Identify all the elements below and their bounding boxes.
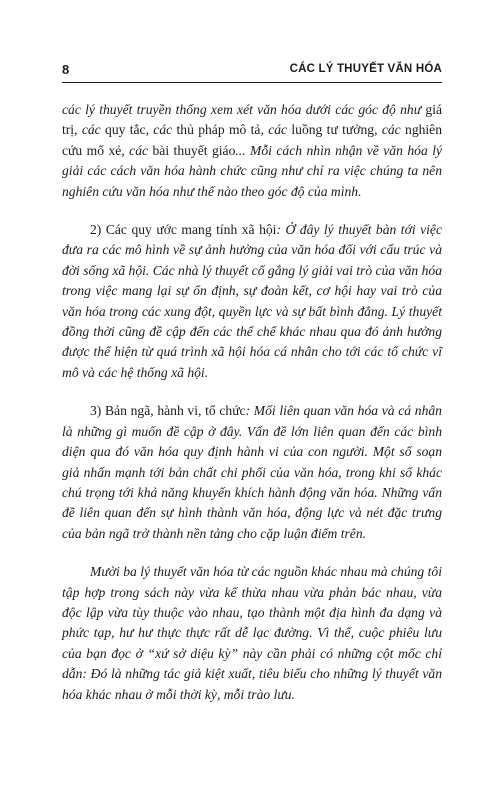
emphasized-term: thủ pháp mô tả (176, 122, 261, 138)
text-run: các lý thuyết truyền thống xem xét văn hóa dưới các góc độ như (62, 102, 426, 117)
emphasized-term: 2) Các quy ước mang tính xã hội (90, 222, 277, 238)
paragraph-thirteen-theories (62, 562, 442, 705)
paragraph-social-conventions (62, 220, 442, 383)
text-run: ... Mỗi cách nhìn nhận về văn hóa lý giải các cách văn hóa hành chức cũng như chỉ ra việc chúng ta nên nghiên cứu văn hóa như thế nào theo góc độ của mình. (62, 142, 443, 199)
emphasized-term: 3) Bản ngã, hành vi, tổ chức (90, 403, 246, 419)
text-run: : Mối liên quan văn hóa và cá nhân là những gì muốn đề cập ở đây. Vấn đề lớn liên quan đến các bình diện qua đó văn hóa quy định hành vi của con người. Một số soạn giả nhấn mạnh tới bản chất chi phối của văn hóa, trong khi số khác chú trọng tới khả năng khuyến khích hành động văn hóa. Những vấn đề liên quan đến sự hình thành văn hóa, động lực và nét đặc trưng của bản ngã trở thành nền tảng cho cặp luận điểm trên. (62, 403, 442, 541)
text-run: , các (260, 122, 292, 138)
emphasized-term: giá trị (62, 102, 442, 138)
paragraph-self-behavior-organization (62, 401, 442, 544)
emphasized-term: nghiên cứu mổ xẻ (62, 122, 443, 158)
text-run: , các (374, 122, 406, 138)
text-run: , các (74, 122, 106, 138)
emphasized-term: bài thuyết giáo (152, 142, 236, 158)
text-run: , các (121, 142, 153, 158)
running-title: CÁC LÝ THUYẾT VĂN HÓA (289, 63, 442, 75)
page-header (62, 60, 442, 83)
text-run: , các (145, 122, 177, 138)
emphasized-term: quy tắc (105, 122, 146, 138)
body-text (62, 100, 442, 705)
paragraph-continuation (62, 100, 442, 202)
page-number: 8 (62, 62, 70, 77)
text-run: Mười ba lý thuyết văn hóa từ các nguồn khác nhau mà chúng tôi tập hợp trong sách này vừa kế thừa nhau vừa phản bác nhau, vừa độc lập vừa tùy thuộc vào nhau, tạo thành một địa hình đa dạng và phức tạp, hư hư thực thực rất dễ lạc đường. Vì thế, cuộc phiêu lưu của bạn đọc ở “xứ sở diệu kỳ” này cần phải có những cột mốc chỉ dẫn: Đó là những tác giả kiệt xuất, tiêu biểu cho những lý thuyết văn hóa khác nhau ở mỗi thời kỳ, mỗi trào lưu. (62, 564, 442, 702)
emphasized-term: luồng tư tưởng (291, 122, 375, 138)
text-run: : Ở đây lý thuyết bàn tới việc đưa ra các mô hình về sự ảnh hưởng của văn hóa đối với cấu trúc và đời sống xã hội. Các nhà lý thuyết cố gắng lý giải vai trò của văn hóa trong việc mang lại sự ổn định, sự đoàn kết, cơ hội hay vai trò của văn hóa trong các xung đột, quyền lực và sự bất bình đẳng. Lý thuyết đồng thời cũng đề cập đến các thể chế khác nhau qua đó ảnh hưởng được thể hiện từ quá trình xã hội hóa cá nhân cho tới các tổ chức vĩ mô và các hệ thống xã hội. (62, 222, 442, 380)
